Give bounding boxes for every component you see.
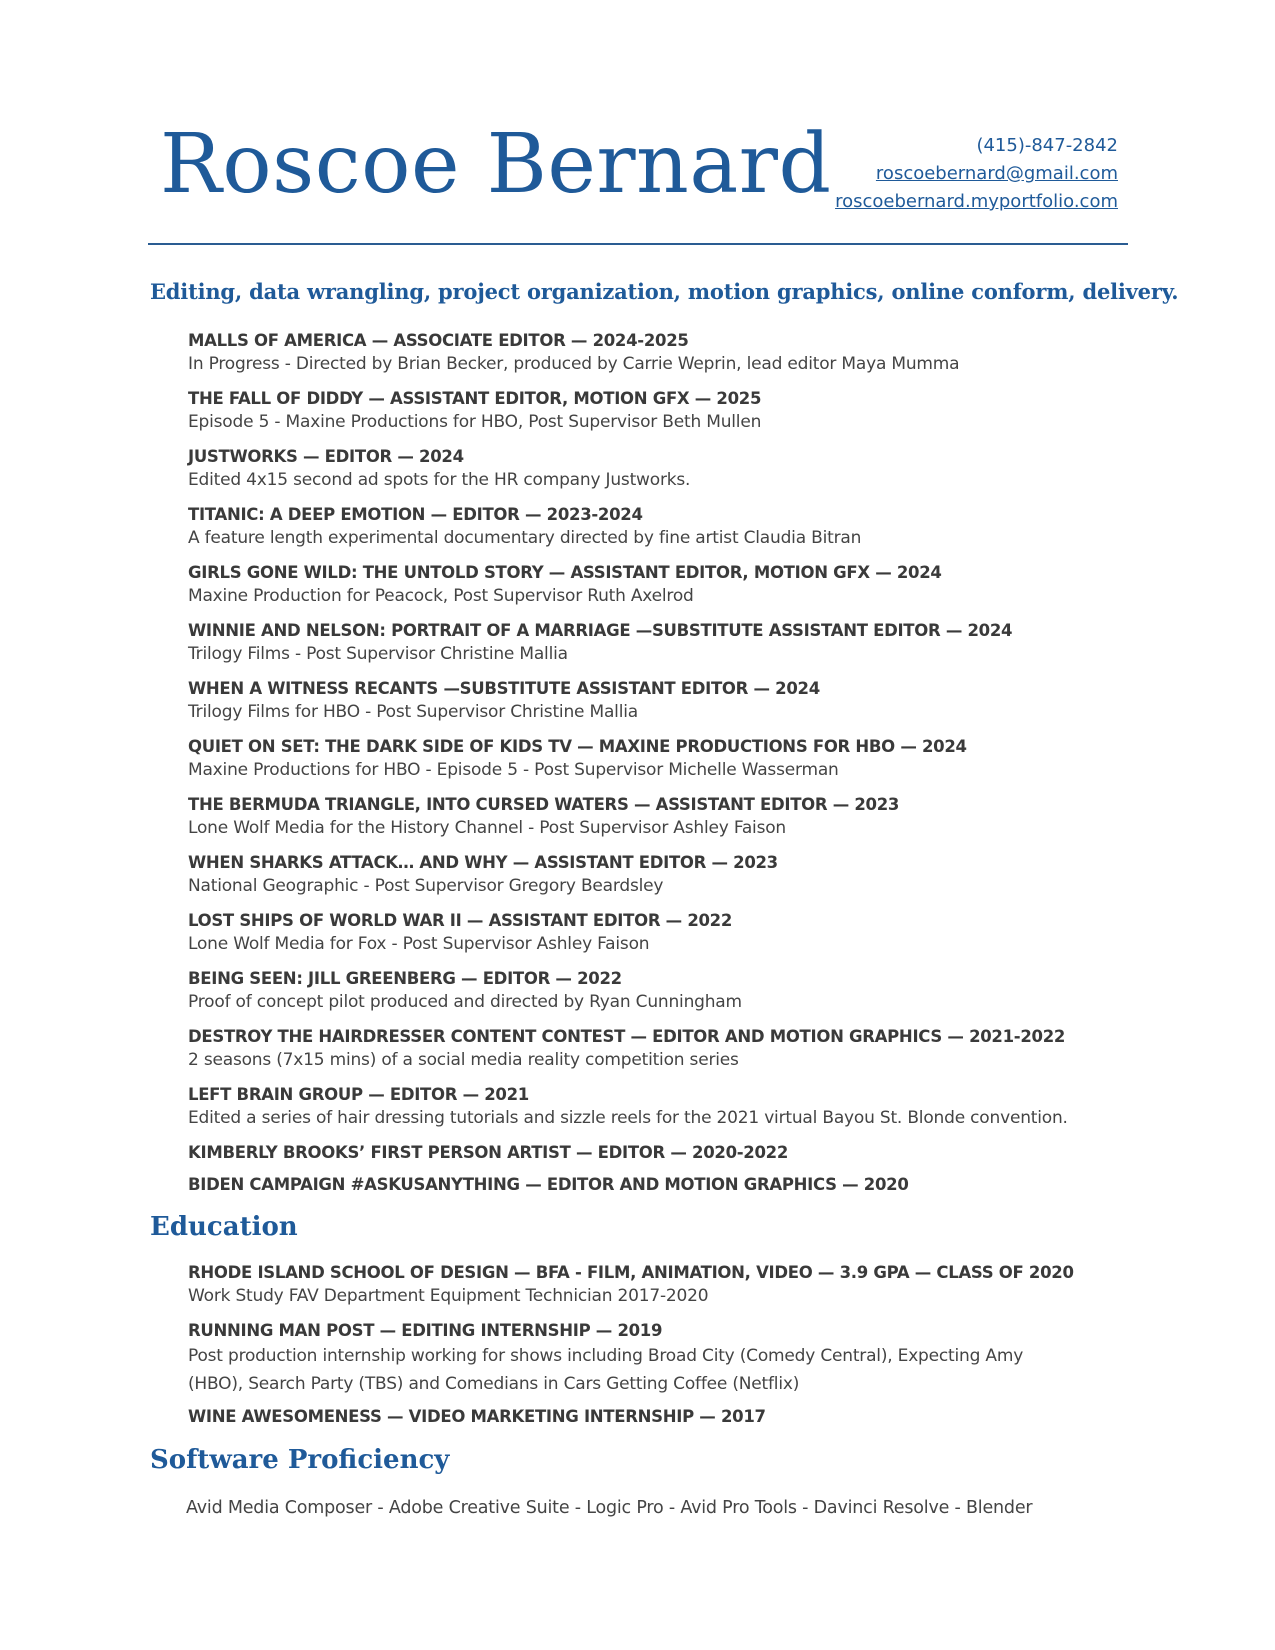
education-description: Work Study FAV Department Equipment Technician 2017-2020 [188, 1286, 709, 1306]
experience-item [188, 620, 1088, 678]
experience-description: Trilogy Films for HBO - Post Supervisor Christine Mallia [188, 702, 638, 722]
experience-title: LOST SHIPS OF WORLD WAR II — ASSISTANT EDITOR — 2022 [188, 911, 733, 930]
experience-item [188, 794, 1088, 852]
experience-item [188, 968, 1088, 1026]
experience-item [188, 736, 1088, 794]
skills-tagline: Editing, data wrangling, project organization, motion graphics, online conform, delivery. [150, 279, 1179, 304]
experience-title: WINNIE AND NELSON: PORTRAIT OF A MARRIAGE —SUBSTITUTE ASSISTANT EDITOR — 2024 [188, 621, 1013, 640]
experience-list [188, 330, 1088, 1206]
education-title: WINE AWESOMENESS — VIDEO MARKETING INTERNSHIP — 2017 [188, 1407, 766, 1426]
experience-description: In Progress - Directed by Brian Becker, produced by Carrie Weprin, lead editor Maya Mumma [188, 354, 960, 374]
experience-title: DESTROY THE HAIRDRESSER CONTENT CONTEST — EDITOR AND MOTION GRAPHICS — 2021-2022 [188, 1027, 1066, 1046]
experience-description: Lone Wolf Media for Fox - Post Supervisor Ashley Faison [188, 934, 650, 954]
experience-item [188, 388, 1088, 446]
experience-title: GIRLS GONE WILD: THE UNTOLD STORY — ASSISTANT EDITOR, MOTION GFX — 2024 [188, 563, 942, 582]
experience-title: BIDEN CAMPAIGN #ASKUSANYTHING — EDITOR AND MOTION GRAPHICS — 2020 [188, 1175, 909, 1194]
experience-item [188, 504, 1088, 562]
experience-description: Maxine Productions for HBO - Episode 5 - Post Supervisor Michelle Wasserman [188, 760, 839, 780]
experience-item [188, 446, 1088, 504]
experience-title: THE FALL OF DIDDY — ASSISTANT EDITOR, MOTION GFX — 2025 [188, 389, 762, 408]
experience-title: WHEN SHARKS ATTACK… AND WHY — ASSISTANT EDITOR — 2023 [188, 853, 778, 872]
experience-title: WHEN A WITNESS RECANTS —SUBSTITUTE ASSISTANT EDITOR — 2024 [188, 679, 820, 698]
experience-title: QUIET ON SET: THE DARK SIDE OF KIDS TV — MAXINE PRODUCTIONS FOR HBO — 2024 [188, 737, 967, 756]
experience-description: Maxine Production for Peacock, Post Supervisor Ruth Axelrod [188, 586, 694, 606]
experience-description: Proof of concept pilot produced and directed by Ryan Cunningham [188, 992, 742, 1012]
experience-title: THE BERMUDA TRIANGLE, INTO CURSED WATERS — ASSISTANT EDITOR — 2023 [188, 795, 900, 814]
experience-item [188, 1084, 1088, 1142]
experience-title: LEFT BRAIN GROUP — EDITOR — 2021 [188, 1085, 529, 1104]
education-heading: Education [150, 1212, 298, 1242]
email-link[interactable]: roscoebernard@gmail.com [875, 163, 1118, 184]
experience-item [188, 1142, 1088, 1174]
experience-title: MALLS OF AMERICA — ASSOCIATE EDITOR — 2024-2025 [188, 331, 689, 350]
experience-description: Trilogy Films - Post Supervisor Christine Mallia [188, 644, 568, 664]
experience-item [188, 1026, 1088, 1084]
education-list [188, 1262, 1088, 1438]
education-title: RHODE ISLAND SCHOOL OF DESIGN — BFA - FILM, ANIMATION, VIDEO — 3.9 GPA — CLASS OF 2020 [188, 1263, 1074, 1282]
phone-number: (415)-847-2842 [976, 135, 1118, 156]
experience-description: Episode 5 - Maxine Productions for HBO, Post Supervisor Beth Mullen [188, 412, 762, 432]
experience-description: Lone Wolf Media for the History Channel - Post Supervisor Ashley Faison [188, 818, 787, 838]
education-description: Post production internship working for shows including Broad City (Comedy Central), Expecting Amy (HBO), Search Party (TBS) and Comedians in Cars Getting Coffee (Netflix) [188, 1346, 1024, 1394]
experience-title: JUSTWORKS — EDITOR — 2024 [188, 447, 464, 466]
education-item [188, 1320, 1088, 1406]
experience-description: A feature length experimental documentary directed by fine artist Claudia Bitran [188, 528, 862, 548]
education-title: RUNNING MAN POST — EDITING INTERNSHIP — 2019 [188, 1321, 663, 1340]
experience-title: BEING SEEN: JILL GREENBERG — EDITOR — 2022 [188, 969, 622, 988]
experience-item [188, 562, 1088, 620]
software-heading: Software Proficiency [150, 1445, 450, 1475]
experience-item [188, 330, 1088, 388]
experience-description: 2 seasons (7x15 mins) of a social media reality competition series [188, 1050, 739, 1070]
software-list: Avid Media Composer - Adobe Creative Suite - Logic Pro - Avid Pro Tools - Davinci Resolve - Blender [186, 1498, 1033, 1518]
experience-description: Edited 4x15 second ad spots for the HR company Justworks. [188, 470, 691, 490]
education-item [188, 1262, 1088, 1320]
header-divider [148, 243, 1128, 245]
experience-item [188, 1174, 1088, 1206]
portfolio-link[interactable]: roscoebernard.myportfolio.com [835, 191, 1118, 212]
experience-description: Edited a series of hair dressing tutorials and sizzle reels for the 2021 virtual Bayou St. Blonde convention. [188, 1108, 1068, 1128]
experience-title: KIMBERLY BROOKS’ FIRST PERSON ARTIST — EDITOR — 2020-2022 [188, 1143, 789, 1162]
experience-item [188, 678, 1088, 736]
experience-item [188, 852, 1088, 910]
education-item [188, 1406, 1088, 1438]
experience-title: TITANIC: A DEEP EMOTION — EDITOR — 2023-2024 [188, 505, 643, 524]
contact-block [835, 132, 1118, 216]
applicant-name: Roscoe Bernard [160, 117, 832, 212]
experience-description: National Geographic - Post Supervisor Gregory Beardsley [188, 876, 664, 896]
experience-item [188, 910, 1088, 968]
